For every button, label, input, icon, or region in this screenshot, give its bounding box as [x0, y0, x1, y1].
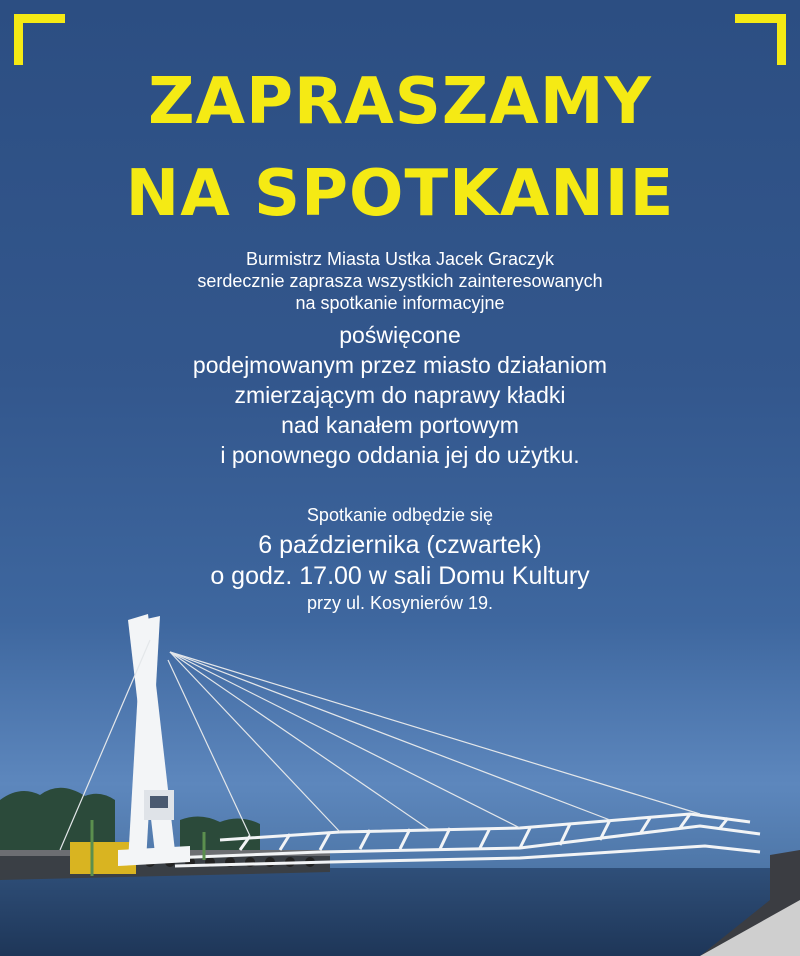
invitation-line-3: na spotkanie informacyjne — [295, 293, 505, 313]
meeting-address: przy ul. Kosynierów 19. — [306, 593, 494, 613]
invitation-line-7: nad kanałem portowym — [281, 412, 519, 438]
invitation-text — [0, 248, 800, 614]
invitation-line-8: i ponownego oddania jej do użytku. — [220, 442, 580, 468]
meeting-intro: Spotkanie odbędzie się — [306, 505, 494, 525]
canal-water — [0, 868, 800, 956]
invitation-line-2: serdecznie zaprasza wszystkich zainteresowanych — [197, 271, 603, 291]
headline-line-2: NA SPOTKANIE — [125, 157, 675, 231]
corner-bracket-top-left — [14, 14, 65, 65]
meeting-time-place: o godz. 17.00 w sali Domu Kultury — [210, 562, 590, 590]
headline-line-1: ZAPRASZAMY — [148, 65, 652, 139]
spacer — [0, 470, 800, 504]
invitation-line-1: Burmistrz Miasta Ustka Jacek Graczyk — [245, 249, 555, 269]
invitation-line-4: poświęcone — [339, 322, 461, 348]
bridge-photo — [0, 600, 800, 956]
invitation-line-6: zmierzającym do naprawy kładki — [234, 382, 566, 408]
invitation-line-5: podejmowanym przez miasto działaniom — [192, 352, 608, 378]
corner-bracket-top-right — [735, 14, 786, 65]
bridge-pylon — [118, 614, 190, 866]
meeting-date: 6 października (czwartek) — [258, 531, 542, 559]
